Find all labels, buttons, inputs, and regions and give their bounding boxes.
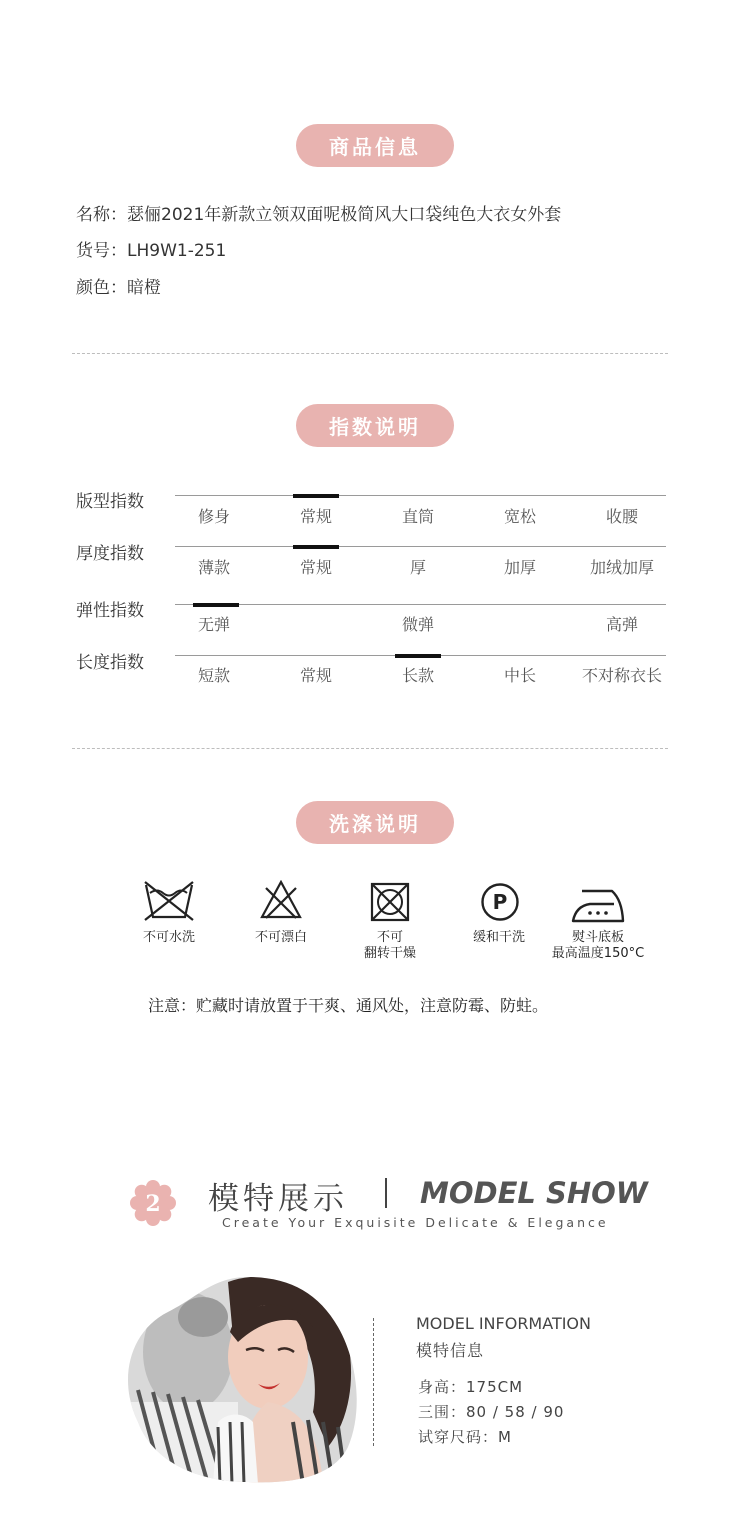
wash-label: 翻转干燥 bbox=[363, 946, 416, 961]
index-row-title: 厚度指数 bbox=[76, 544, 144, 564]
index-label: 短款 bbox=[197, 666, 230, 685]
index-scale-line bbox=[175, 604, 666, 605]
no-tumble-dry-icon bbox=[370, 882, 410, 922]
iron-icon bbox=[570, 886, 626, 924]
model-height: 身高：175CM bbox=[418, 1378, 524, 1396]
index-selected-marker bbox=[193, 603, 239, 607]
section-number: 2 bbox=[145, 1191, 161, 1217]
svg-text:P: P bbox=[492, 890, 508, 914]
model-size: 试穿尺码：M bbox=[418, 1428, 512, 1446]
dry-clean-p-icon bbox=[480, 882, 520, 922]
wash-label: 熨斗底板 bbox=[571, 930, 624, 945]
index-label: 薄款 bbox=[197, 558, 230, 577]
wash-label: 不可水洗 bbox=[142, 930, 195, 945]
divider bbox=[72, 353, 668, 354]
model-show-title-cn: 模特展示 bbox=[208, 1181, 348, 1217]
index-selected-marker bbox=[293, 494, 339, 498]
wash-label: 缓和干洗 bbox=[472, 930, 525, 945]
section-title-index: 指数说明 bbox=[296, 404, 454, 447]
model-info-title-en: MODEL INFORMATION bbox=[416, 1314, 591, 1333]
product-name: 名称：瑟俪2021年新款立领双面呢极简风大口袋纯色大衣女外套 bbox=[76, 205, 562, 225]
index-scale-line bbox=[175, 495, 666, 496]
index-label: 常规 bbox=[299, 507, 332, 526]
model-show-title-en: MODEL SHOW bbox=[420, 1176, 648, 1210]
section-title-product-info: 商品信息 bbox=[296, 124, 454, 167]
index-selected-marker bbox=[395, 654, 441, 658]
index-label: 加绒加厚 bbox=[589, 558, 654, 577]
index-label: 加厚 bbox=[503, 558, 536, 577]
index-label: 中长 bbox=[503, 666, 536, 685]
section-title-wash: 洗涤说明 bbox=[296, 801, 454, 844]
index-label: 收腰 bbox=[605, 507, 638, 526]
index-row-title: 长度指数 bbox=[76, 653, 144, 673]
index-scale-line bbox=[175, 546, 666, 547]
index-row-title: 版型指数 bbox=[76, 492, 144, 512]
flower-number-badge bbox=[130, 1180, 176, 1226]
index-label: 直筒 bbox=[401, 507, 434, 526]
model-photo bbox=[118, 1272, 363, 1484]
product-color: 颜色：暗橙 bbox=[76, 278, 161, 298]
model-info-title-cn: 模特信息 bbox=[416, 1341, 485, 1360]
wash-label: 最高温度150°C bbox=[551, 946, 645, 961]
wash-label: 不可 bbox=[376, 930, 403, 945]
model-show-subtitle: Create Your Exquisite Delicate & Elegance bbox=[222, 1215, 609, 1230]
product-sku: 货号：LH9W1-251 bbox=[76, 241, 227, 261]
wash-label: 不可漂白 bbox=[254, 930, 307, 945]
index-label: 厚 bbox=[409, 558, 426, 577]
info-divider bbox=[373, 1318, 374, 1446]
index-label: 修身 bbox=[197, 507, 230, 526]
index-selected-marker bbox=[293, 545, 339, 549]
no-bleach-icon bbox=[260, 880, 302, 920]
no-wash-icon bbox=[143, 881, 195, 921]
index-label: 微弹 bbox=[401, 615, 434, 634]
storage-note: 注意：贮藏时请放置于干爽、通风处，注意防霉、防蛀。 bbox=[148, 996, 549, 1015]
index-label: 常规 bbox=[299, 666, 332, 685]
index-row-title: 弹性指数 bbox=[76, 601, 144, 621]
index-label: 高弹 bbox=[605, 615, 638, 634]
index-label: 常规 bbox=[299, 558, 332, 577]
index-label: 长款 bbox=[401, 666, 434, 685]
divider bbox=[72, 748, 668, 749]
title-separator bbox=[385, 1178, 387, 1208]
index-label: 不对称衣长 bbox=[581, 666, 662, 685]
model-measurements: 三围：80 / 58 / 90 bbox=[418, 1403, 565, 1421]
index-label: 无弹 bbox=[197, 615, 230, 634]
index-label: 宽松 bbox=[503, 507, 536, 526]
